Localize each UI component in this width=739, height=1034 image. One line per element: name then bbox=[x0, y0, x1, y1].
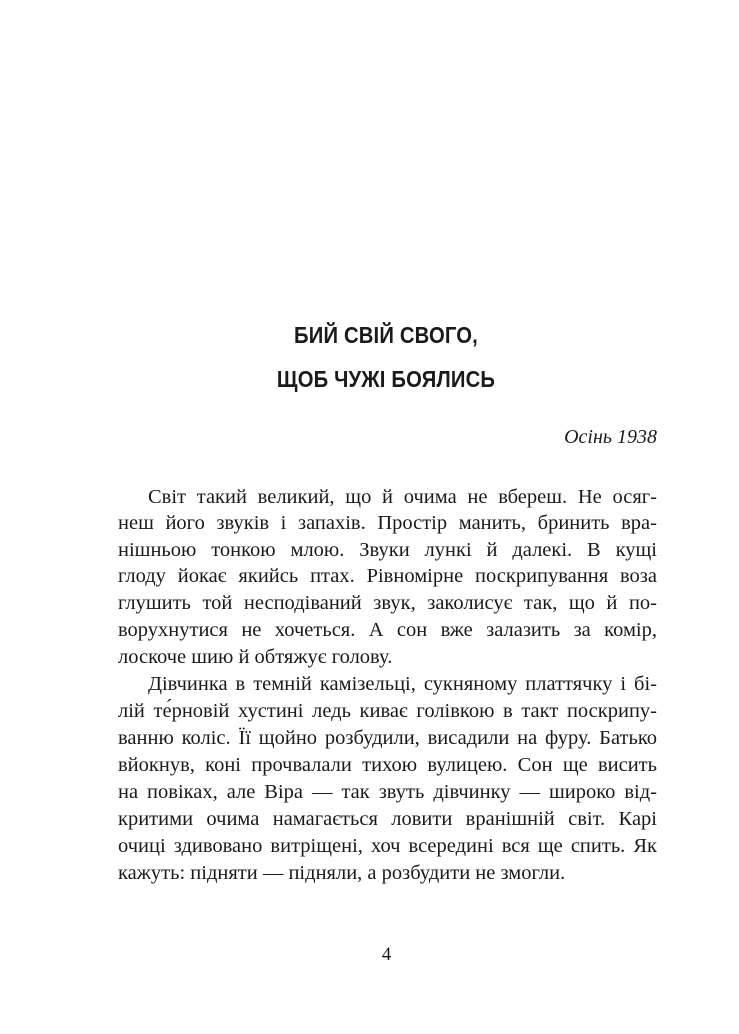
chapter-title-line-1: БИЙ СВІЙ СВОГО, bbox=[293, 322, 478, 348]
chapter-title-line-2: ЩОБ ЧУЖІ БОЯЛИСЬ bbox=[276, 366, 496, 392]
body-text-line: очиці здивовано витріщені, хоч всередині вся ще спить. Як bbox=[118, 835, 657, 857]
body-text-line: Дівчинка в темній камізельці, сукняному платтячку і бі- bbox=[148, 673, 657, 695]
body-text-line: глушить той несподіваний звук, заколисує так, що й по- bbox=[118, 592, 657, 614]
chapter-date: Осінь 1938 bbox=[564, 426, 657, 448]
body-text-line: критими очима намагається ловити вранішній світ. Карі bbox=[118, 808, 657, 830]
body-text-line: нішньою тонкою млою. Звуки лункі й далекі. В кущі bbox=[118, 539, 657, 561]
page-number: 4 bbox=[381, 944, 392, 965]
body-text-line: глоду йокає якийсь птах. Рівномірне поскрипування воза bbox=[118, 565, 657, 587]
body-text-line: вйокнув, коні прочвалали тихою вулицею. Сон ще висить bbox=[118, 754, 657, 776]
body-text-line: ванню коліс. Її щойно розбудили, висадили на фуру. Батько bbox=[118, 727, 657, 749]
body-text-line: Світ такий великий, що й очима не вбереш. Не осяг- bbox=[148, 486, 657, 508]
body-text-line: лоскоче шию й обтяжує голову. bbox=[118, 646, 393, 668]
body-text-line: на повіках, але Віра — так звуть дівчинку — широко від- bbox=[118, 781, 657, 803]
body-text-line: кажуть: підняти — підняли, а розбудити не змогли. bbox=[118, 862, 566, 884]
body-text-line: лій те́рновій хустині ледь киває голівкою в такт поскрипу- bbox=[118, 700, 657, 722]
body-text-line: ворухнутися не хочеться. А сон вже залазить за комір, bbox=[118, 619, 657, 641]
body-text-line: неш його звуків і запахів. Простір манить, бринить вра- bbox=[118, 512, 657, 534]
